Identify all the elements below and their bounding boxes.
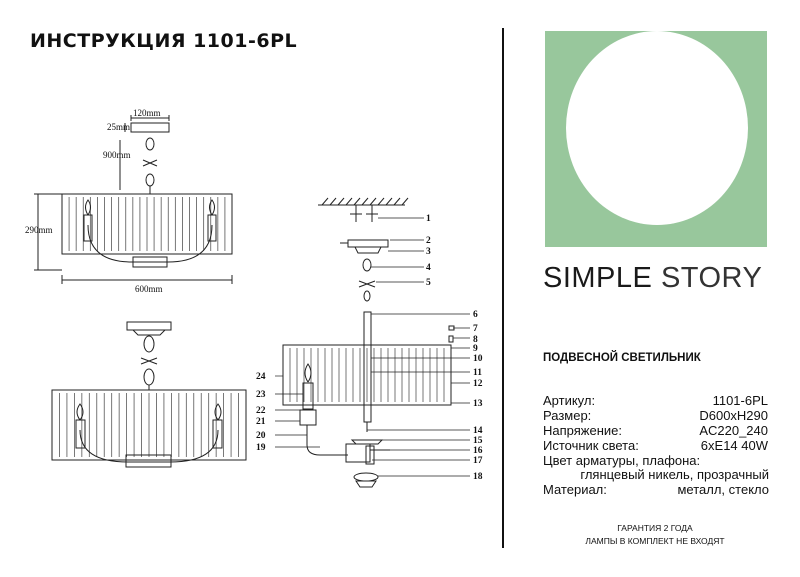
part-number-label: 13: [473, 399, 483, 409]
part-number-label: 10: [473, 354, 483, 364]
part-number-label: 14: [473, 426, 483, 436]
spec-row-light-source: [543, 438, 768, 453]
part-number-label: 6: [473, 310, 478, 320]
canopy-shape: [131, 123, 169, 132]
part-number-label: 15: [473, 436, 483, 446]
part-number-label: 21: [256, 417, 266, 427]
spec-row-voltage: [543, 423, 768, 438]
ceiling-hatch: [338, 198, 344, 205]
part-number-label: 18: [473, 472, 483, 482]
ceiling-hatch: [354, 198, 360, 205]
warranty-note: [540, 522, 770, 548]
spec-label: Артикул:: [543, 393, 596, 408]
part-number-label: 16: [473, 446, 483, 456]
dim-height: 290mm: [25, 225, 53, 235]
dim-diameter: 600mm: [135, 284, 163, 294]
logo-circle-shape: [566, 31, 748, 225]
spec-row-size: [543, 408, 768, 423]
spec-row-material: [543, 482, 769, 497]
part-number-label: 22: [256, 406, 266, 416]
spec-value: металл, стекло: [677, 482, 769, 497]
brand-part1: SIMPLE: [543, 262, 653, 294]
spec-value: AC220_240: [699, 423, 768, 438]
canopy-front: [127, 322, 171, 330]
part-number-label: 24: [256, 372, 266, 382]
vertical-divider: [502, 28, 504, 548]
product-type: ПОДВЕСНОЙ СВЕТИЛЬНИК: [543, 352, 701, 364]
spec-color-label: Цвет арматуры, плафона:: [543, 453, 701, 468]
part-number-label: 1: [426, 214, 431, 224]
brand-name: [543, 262, 762, 295]
part-number-label: 5: [426, 278, 431, 288]
part-number-label: 17: [473, 456, 483, 466]
warranty-line: ГАРАНТИЯ 2 ГОДА: [617, 523, 693, 533]
part-number-label: 20: [256, 431, 266, 441]
page-title: ИНСТРУКЦИЯ 1101-6PL: [30, 30, 298, 52]
ceiling-hatch: [394, 198, 400, 205]
brand-part2: STORY: [660, 262, 763, 294]
lamps-note-line: ЛАМПЫ В КОМПЛЕКТ НЕ ВХОДЯТ: [585, 536, 725, 546]
part-number-label: 19: [256, 443, 266, 453]
dim-canopy: 120mm: [133, 108, 161, 118]
shade-slats-bottom: [59, 393, 238, 457]
spec-row-article: [543, 393, 768, 408]
spec-label: Источник света:: [543, 438, 639, 453]
spec-label: Материал:: [543, 482, 607, 497]
part-number-label: 12: [473, 379, 483, 389]
part-number-label: 4: [426, 263, 431, 273]
ceiling-hatch: [362, 198, 368, 205]
spec-label: Напряжение:: [543, 423, 622, 438]
spec-value: 6xE14 40W: [700, 438, 768, 453]
ceiling-hatch: [386, 198, 392, 205]
spec-value: D600xH290: [699, 408, 768, 423]
ceiling-hatch: [370, 198, 376, 205]
part-number-label: 9: [473, 344, 478, 354]
ceiling-hatch: [346, 198, 352, 205]
spec-value: 1101-6PL: [712, 393, 768, 408]
part-number-label: 11: [473, 368, 482, 378]
ceiling-hatch: [402, 198, 408, 205]
ceiling-hatch: [378, 198, 384, 205]
dim-chain: 900mm: [103, 150, 131, 160]
spec-label: Размер:: [543, 408, 592, 423]
dim-canopy-height: 25mm: [107, 122, 131, 132]
part-number-label: 3: [426, 247, 431, 257]
ceiling-hatch: [322, 198, 328, 205]
part-number-label: 23: [256, 390, 266, 400]
ceiling-hatch: [330, 198, 336, 205]
part-number-label: 2: [426, 236, 431, 246]
part-number-label: 7: [473, 324, 478, 334]
spec-color-value: глянцевый никель, прозрачный: [580, 467, 769, 482]
part-number-label: 8: [473, 335, 478, 345]
